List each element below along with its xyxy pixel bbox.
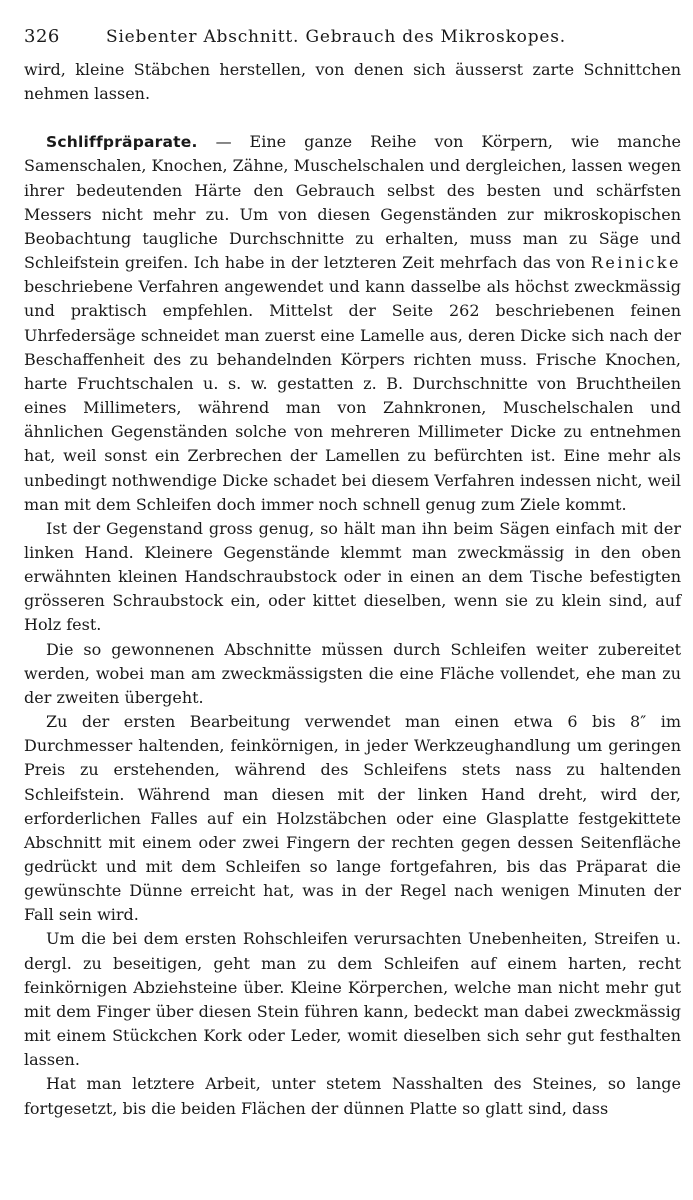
paragraph-schliffpraeparate (24, 130, 681, 517)
continuation-paragraph: wird, kleine Stäbchen herstellen, von denen sich äusserst zarte Schnittchen nehmen lassen. (24, 60, 681, 104)
page-number: 326 (24, 26, 60, 47)
paragraph: Hat man letztere Arbeit, unter stetem Nasshalten des Steines, so lange fortgesetzt, bis die beiden Flächen der dünnen Platte so glatt sind, dass (24, 1074, 681, 1118)
section-heading: Schliffpräparate. (46, 133, 198, 152)
paragraph-text: beschriebene Verfahren angewendet und kann dasselbe als höchst zweckmässig und praktisch empfehlen. Mittelst der Seite 262 beschriebenen feinen Uhrfedersäge schneidet man zuerst eine Lamelle aus, deren Dicke sich nach der Beschaffenheit des zu behandelnden Körpers richten muss. Frische Knochen, harte Fruchtschalen u. s. w. gestatten z. B. Durchschnitte von Bruchtheilen eines Millimeters, während man von Zahnkronen, Muschelschalen und ähnlichen Gegenständen solche von mehreren Millimeter Dicke zu entnehmen hat, weil sonst ein Zerbrechen der Lamellen zu befürchten ist. Eine mehr als unbedingt nothwendige Dicke schadet bei diesem Verfahren indessen nicht, weil man mit dem Schleifen doch immer noch schnell genug zum Ziele kommt. (24, 277, 681, 514)
paragraph: Um die bei dem ersten Rohschleifen verursachten Unebenheiten, Streifen u. dergl. zu beseitigen, geht man zu dem Schleifen auf einem harten, recht feinkörnigen Abziehsteine über. Kleine Körperchen, welche man nicht mehr gut mit dem Finger über diesen Stein führen kann, bedeckt man dabei zweckmässig mit einem Stückchen Kork oder Leder, womit dieselben sich sehr gut festhalten lassen. (24, 929, 681, 1070)
author-name: Reinicke (590, 253, 681, 273)
paragraph: Zu der ersten Bearbeitung verwendet man einen etwa 6 bis 8″ im Durchmesser haltenden, feinkörnigen, in jeder Werkzeughandlung um geringen Preis zu erstehenden, während des Schleifens stets nass zu haltenden Schleifstein. Während man diesen mit der linken Hand dreht, wird der, erforderlichen Falles auf ein Holzstäbchen oder eine Glasplatte festgekittete Abschnitt mit einem oder zwei Fingern der rechten gegen dessen Seitenfläche gedrückt und mit dem Schleifen so lange fortgefahren, bis das Präparat die gewünschte Dünne erreicht hat, was in der Regel nach wenigen Minuten der Fall sein wird. (24, 712, 681, 925)
paragraph: Die so gewonnenen Abschnitte müssen durch Schleifen weiter zubereitet werden, wobei man am zweckmässigsten die eine Fläche vollendet, ehe man zu der zweiten übergeht. (24, 639, 681, 707)
paragraph: Ist der Gegenstand gross genug, so hält man ihn beim Sägen einfach mit der linken Hand. Kleinere Gegenstände klemmt man zweckmässig in den oben erwähnten kleinen Handschraubstock oder in einen an dem Tische befestigten grösseren Schraubstock ein, oder kittet dieselben, wenn sie zu klein sind, auf Holz fest. (24, 518, 681, 635)
running-head (24, 26, 681, 58)
running-title: Siebenter Abschnitt. Gebrauch des Mikroskopes. (106, 27, 566, 47)
paragraph-text: — Eine ganze Reihe von Körpern, wie manche Samenschalen, Knochen, Zähne, Muschelschalen und dergleichen, lassen wegen ihrer bedeutenden Härte den Gebrauch selbst des besten und schärfsten Messers nicht mehr zu. Um von diesen Gegenständen zur mikroskopischen Beobachtung taugliche Durchschnitte zu erhalten, muss man zu Säge und Schleifstein greifen. Ich habe in der letzteren Zeit mehrfach das von (24, 132, 681, 273)
body-text (24, 58, 681, 1121)
